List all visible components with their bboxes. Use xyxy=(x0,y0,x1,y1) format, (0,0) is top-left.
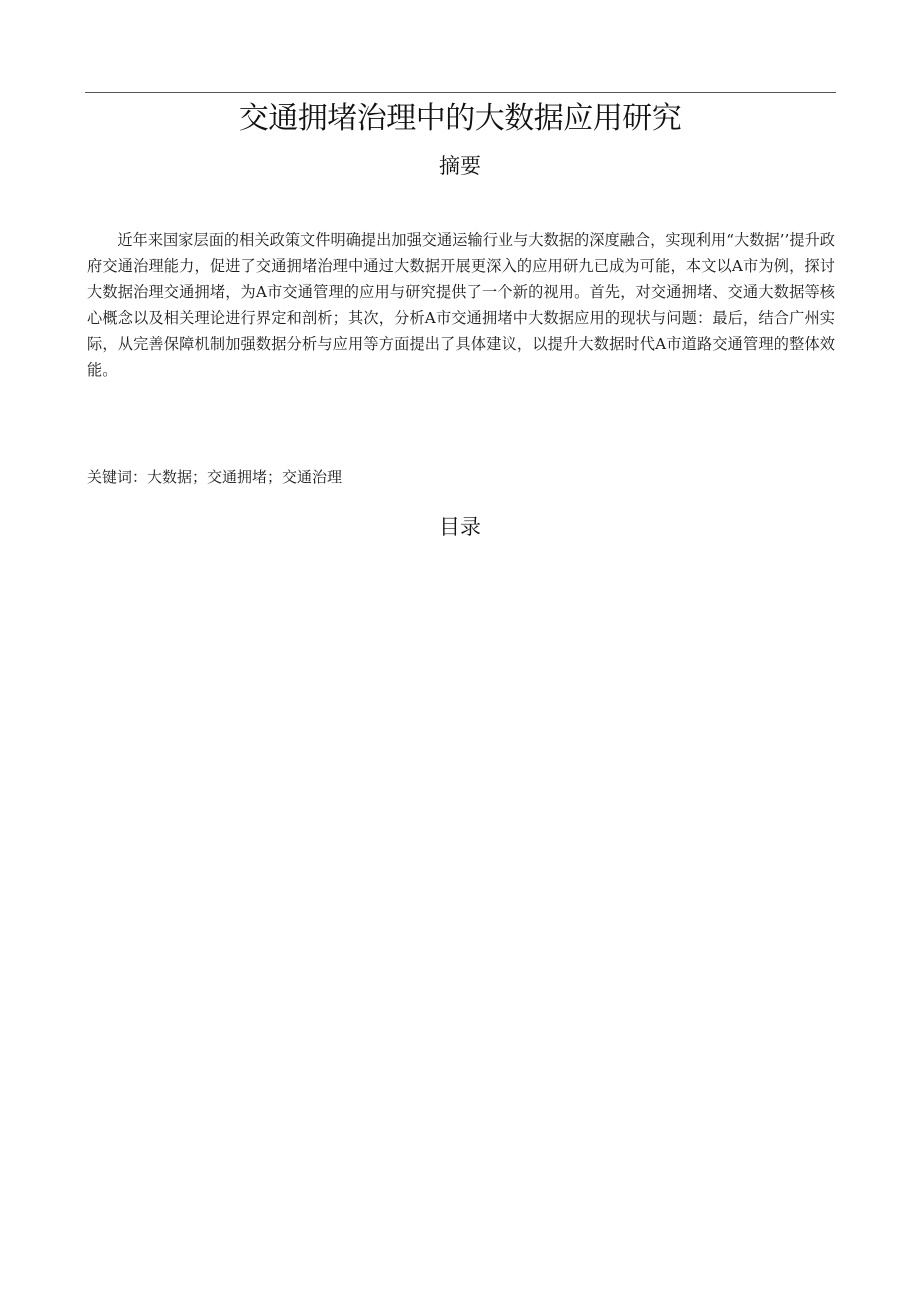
header-rule xyxy=(85,92,836,93)
document-title: 交通拥堵治理中的大数据应用研究 xyxy=(238,101,682,136)
abstract-paragraph: 近年来国家层面的相关政策文件明确提出加强交通运输行业与大数据的深度融合，实现利用“大数据’’提升政府交通治理能力，促进了交通拥堵治理中通过大数据开展更深入的应用研九已成为可能，本文以A市为例，探讨大数据治理交通拥堵，为A市交通管理的应用与研究提供了一个新的视用。首先，对交通拥堵、交通大数据等核心概念以及相关理论进行界定和剖析；其次，分析A市交通拥堵中大数据应用的现状与问题：最后，结合广州实际，从完善保障机制加强数据分析与应用等方面提出了具体建议，以提升大数据时代A市道路交通管理的整体效能。 xyxy=(87,231,835,379)
keywords-line: 关键词：大数据；交通拥堵；交通治理 xyxy=(87,468,343,486)
toc-heading: 目录 xyxy=(439,515,481,539)
abstract-heading: 摘要 xyxy=(439,154,481,178)
